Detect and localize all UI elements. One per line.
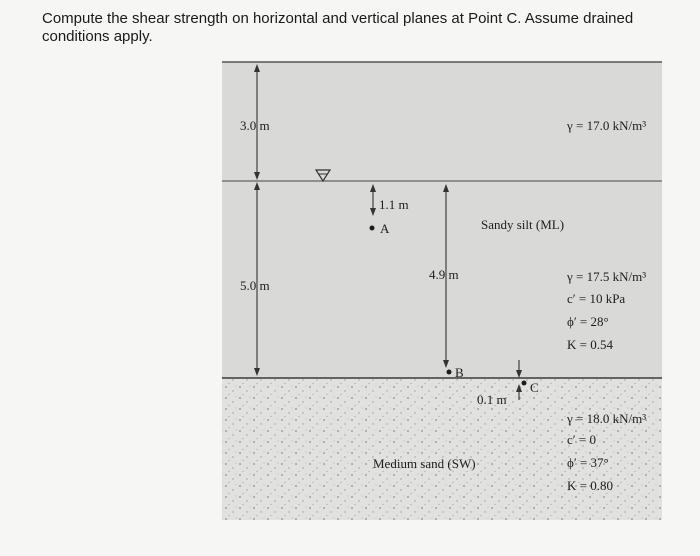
depth-C-label: 0.1 m (477, 392, 507, 407)
top-layer-thickness: 3.0 m (240, 118, 270, 133)
bottom-layer-phi: ϕ′ = 37° (567, 455, 609, 470)
middle-layer-c: c′ = 10 kPa (567, 291, 626, 306)
sand-layer-texture (222, 378, 662, 520)
middle-layer-thickness: 5.0 m (240, 278, 270, 293)
point-C-marker (522, 381, 527, 386)
point-A-label: A (380, 221, 390, 236)
point-A-marker (370, 226, 375, 231)
question-text: Compute the shear strength on horizontal and vertical planes at Point C. Assume drained conditions apply. (42, 10, 634, 45)
depth-A-label: 1.1 m (379, 197, 409, 212)
point-C-label: C (530, 380, 539, 395)
bottom-layer-K: K = 0.80 (567, 478, 613, 493)
bottom-layer-gamma: γ = 18.0 kN/m³ (567, 411, 647, 426)
bottom-layer-name: Medium sand (SW) (373, 456, 476, 471)
middle-layer-phi: ϕ′ = 28° (567, 314, 609, 329)
middle-layer-gamma: γ = 17.5 kN/m³ (567, 269, 647, 284)
middle-layer-K: K = 0.54 (567, 337, 613, 352)
top-layer-unit-weight: γ = 17.0 kN/m³ (567, 118, 647, 133)
middle-layer-name: Sandy silt (ML) (481, 217, 565, 232)
bottom-layer-c: c′ = 0 (567, 432, 596, 447)
depth-B-label: 4.9 m (429, 267, 459, 282)
point-B-marker (447, 370, 452, 375)
point-B-label: B (455, 365, 464, 380)
